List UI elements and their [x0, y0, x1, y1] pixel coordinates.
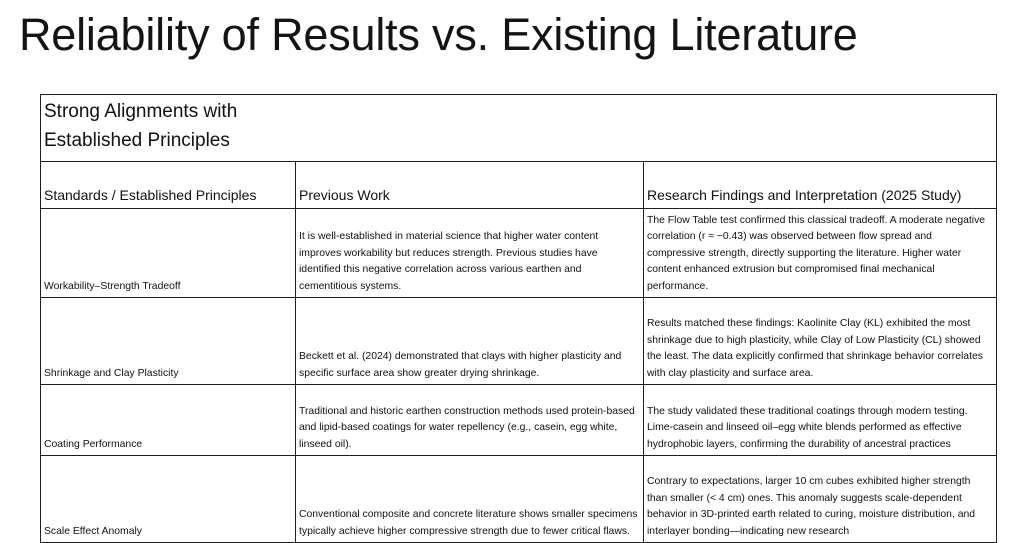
table-row: [41, 385, 997, 456]
principle-cell: Shrinkage and Clay Plasticity: [41, 298, 296, 385]
group-heading: Strong Alignments with Established Principles: [44, 101, 238, 151]
table-row: [41, 298, 997, 385]
previous-work-cell: Traditional and historic earthen construction methods used protein-based and lipid-based coatings for water repellency (e.g., casein, egg white, linseed oil).: [296, 385, 644, 456]
table-row: [41, 456, 997, 543]
slide-title: Reliability of Results vs. Existing Literature: [19, 9, 858, 60]
findings-cell: Contrary to expectations, larger 10 cm cubes exhibited higher strength than smaller (< 4 cm) ones. This anomaly suggests scale-dependent behavior in 3D-printed earth related to curing, moisture distribution, and interlayer bonding—indicating new research: [644, 456, 997, 543]
literature-comparison-table: [40, 94, 997, 543]
previous-work-cell: Beckett et al. (2024) demonstrated that clays with higher plasticity and specific surface area show greater drying shrinkage.: [296, 298, 644, 385]
findings-cell: The Flow Table test confirmed this classical tradeoff. A moderate negative correlation (r ≈ −0.43) was observed between flow spread and compressive strength, directly supporting the literature. Higher water content enhanced extrusion but compromised final mechanical performance.: [644, 209, 997, 298]
group-heading-cell: [41, 95, 997, 162]
findings-cell: The study validated these traditional coatings through modern testing. Lime-casein and linseed oil–egg white blends performed as effective hydrophobic layers, confirming the durability of ancestral practices: [644, 385, 997, 456]
findings-cell: Results matched these findings: Kaolinite Clay (KL) exhibited the most shrinkage due to high plasticity, while Clay of Low Plasticity (CL) showed the least. The data explicitly confirmed that shrinkage behavior correlates with clay plasticity and surface area.: [644, 298, 997, 385]
column-header-principles: Standards / Established Principles: [41, 162, 296, 209]
column-header-row: [41, 162, 997, 209]
principle-cell: Workability–Strength Tradeoff: [41, 209, 296, 298]
previous-work-cell: Conventional composite and concrete literature shows smaller specimens typically achieve higher compressive strength due to fewer critical flaws.: [296, 456, 644, 543]
group-heading-row: [41, 95, 997, 162]
column-header-previous-work: Previous Work: [296, 162, 644, 209]
principle-cell: Scale Effect Anomaly: [41, 456, 296, 543]
principle-cell: Coating Performance: [41, 385, 296, 456]
previous-work-cell: It is well-established in material science that higher water content improves workability but reduces strength. Previous studies have identified this negative correlation across various earthen and cementitious systems.: [296, 209, 644, 298]
column-header-findings: Research Findings and Interpretation (2025 Study): [644, 162, 997, 209]
table-row: [41, 209, 997, 298]
